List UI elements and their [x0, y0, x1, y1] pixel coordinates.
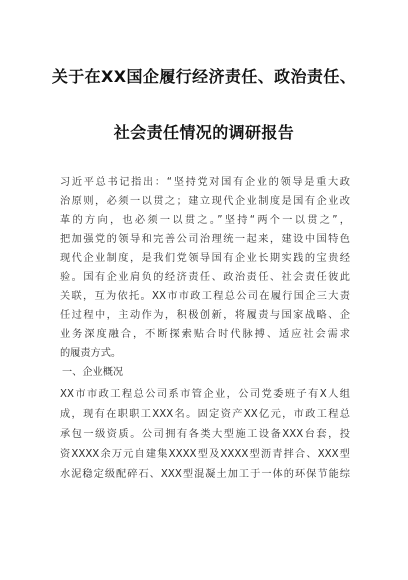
document-title-line-1: 关于在XX国企履行经济责任、政治责任、 — [51, 67, 357, 86]
paragraph-1-line: 验。国有企业肩负的经济责任、政治责任、社会责任彼此 — [60, 272, 350, 283]
document-title-line-2: 社会责任情况的调研报告 — [113, 123, 295, 142]
paragraph-1-line: 治原则，必须一以贯之；建立现代企业制度是国有企业改 — [60, 196, 350, 207]
paragraph-1-line: 把加强党的领导和完善公司治理统一起来，建设中国特色 — [60, 234, 350, 245]
paragraph-1-line: 业务深度融合，不断探索贴合时代脉搏、适应社会需求 — [60, 329, 350, 340]
paragraph-2-line: XX市市政工程总公司系市管企业，公司党委班子有X人组 — [60, 389, 350, 400]
paragraph-2-line: 资XXXX余万元自建集XXXX型及XXXX型沥青拌合、XXX型 — [60, 449, 350, 460]
paragraph-1-line: 革的方向，也必须一以贯之。”坚持“两个一以贯之”， — [60, 215, 350, 226]
paragraph-1-line: 任过程中，主动作为，积极创新，将履责与国家战略、企 — [60, 310, 350, 321]
section-heading: 一、企业概况 — [62, 367, 124, 378]
paragraph-1-line: 关联，互为依托。XX市市政工程总公司在履行国企三大责 — [60, 291, 350, 302]
paragraph-2-line: 承包一级资质。公司拥有各类大型施工设备XXX台套，投 — [60, 429, 350, 440]
paragraph-2-line: 水泥稳定级配碎石、XXX型混凝土加工于一体的环保节能综 — [60, 469, 350, 480]
paragraph-1-line: 习近平总书记指出：“坚持党对国有企业的领导是重大政 — [60, 177, 350, 188]
paragraph-2-line: 成，现有在职职工XXX名。固定资产XX亿元，市政工程总 — [60, 409, 350, 420]
paragraph-1-line: 的履责方式。 — [60, 348, 122, 359]
paragraph-1-line: 现代企业制度，是我们党领导国有企业长期实践的宝贵经 — [60, 253, 350, 264]
